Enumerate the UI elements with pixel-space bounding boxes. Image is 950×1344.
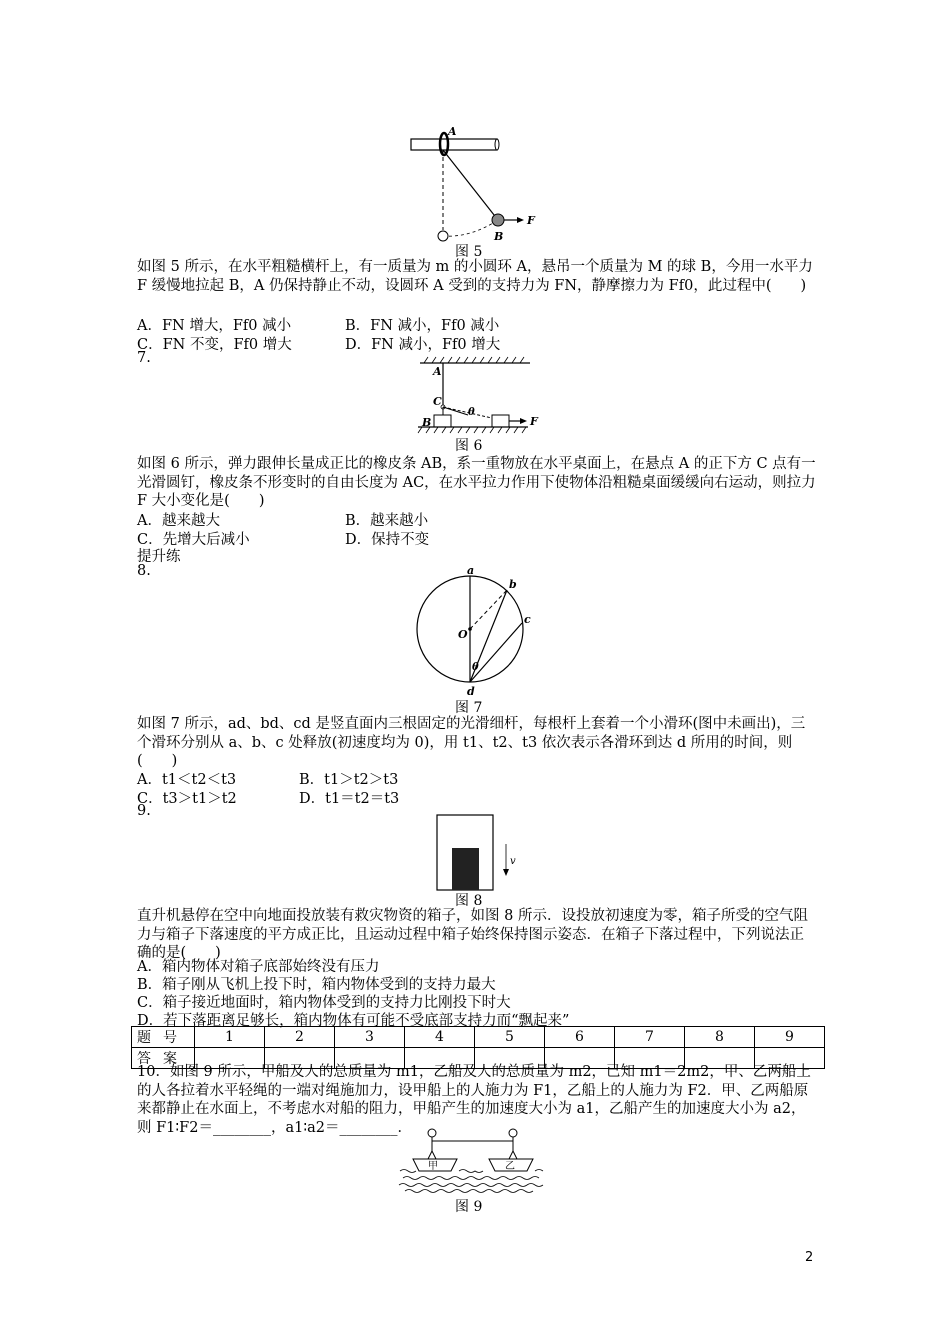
table-number-2: 2: [265, 1027, 335, 1048]
table-number-3: 3: [335, 1027, 405, 1048]
figure-7-caption: 图 7: [455, 700, 483, 716]
q7-option-b[interactable]: B．越来越小: [345, 513, 429, 529]
fig6-label-a: A: [433, 365, 442, 378]
fig8-label-v: v: [510, 856, 516, 867]
question-7-stem: 如图 6 所示，弹力跟伸长量成正比的橡皮条 AB，系一重物放在水平桌面上，在悬点 A 的正下方 C 点有一光滑圆钉，橡皮条不形变时的自由长度为 AC，在水平拉力作用下使物体沿粗糙桌面缓缓向右运动，则拉力 F 大小变化是( ): [137, 456, 816, 509]
table-number-1: 1: [195, 1027, 265, 1048]
figure-8-caption: 图 8: [455, 893, 483, 909]
fig7-label-b: b: [509, 578, 517, 591]
figure-7-diagram: [405, 565, 545, 695]
figure-8-diagram: [430, 812, 525, 892]
fig5-label-a: A: [448, 125, 457, 138]
question-7-number: 7.: [137, 350, 151, 366]
table-number-9: 9: [755, 1027, 825, 1048]
question-6-stem: 如图 5 所示，在水平粗糙横杆上，有一质量为 m 的小圆环 A，悬吊一个质量为 M 的球 B，今用一水平力 F 缓慢地拉起 B，A 仍保持静止不动，设圆环 A 受到的支持力为 FN，静摩擦力为 Ff0，此过程中( ): [137, 259, 813, 294]
fig9-boat1-label: 甲: [428, 1161, 438, 1172]
q9-option-b[interactable]: B．箱子刚从飞机上投下时，箱内物体受到的支持力最大: [137, 977, 496, 993]
table-head-answer: 答案: [132, 1048, 195, 1069]
fig7-label-c: c: [524, 613, 531, 626]
question-9-number: 9.: [137, 803, 151, 819]
table-number-7: 7: [615, 1027, 685, 1048]
figure-5-caption: 图 5: [455, 244, 483, 260]
q9-option-a[interactable]: A．箱内物体对箱子底部始终没有压力: [137, 959, 380, 975]
figure-9-caption: 图 9: [455, 1199, 483, 1215]
question-8-number: 8.: [137, 563, 151, 579]
fig6-label-f: F: [530, 415, 538, 428]
q8-option-b[interactable]: B．t1＞t2＞t3: [299, 772, 399, 788]
fig5-label-f: F: [527, 214, 535, 227]
answer-table-number-row: [132, 1027, 825, 1048]
fig7-label-o: O: [458, 628, 468, 641]
question-8-stem: 如图 7 所示，ad、bd、cd 是竖直面内三根固定的光滑细杆，每根杆上套着一个小滑环(图中未画出)，三个滑环分别从 a、b、c 处释放(初速度均为 0)，用 t1、t2、t3 依次表示各滑环到达 d 所用的时间，则( ): [137, 716, 806, 769]
figure-6-diagram: [410, 355, 550, 435]
q6-option-d[interactable]: D．FN 减小，Ff0 增大: [345, 337, 501, 353]
figure-6-caption: 图 6: [455, 438, 483, 454]
section-heading: 提升练: [137, 549, 181, 565]
q6-option-a[interactable]: A．FN 增大，Ff0 减小: [137, 318, 292, 334]
question-10-stem: 10．如图 9 所示，甲船及人的总质量为 m1，乙船及人的总质量为 m2，已知 m1＝2m2，甲、乙两船上的人各拉着水平轻绳的一端对绳施加力，设甲船上的人施力为 F1，乙船上的人施力为 F2．甲、乙两船原来都静止在水面上，不考虑水对船的阻力，甲船产生的加速度大小为 a1，乙船产生的加速度大小为 a2，则 F1∶F2＝________，a1∶a2＝________．: [137, 1064, 811, 1136]
fig9-boat2-label: 乙: [505, 1161, 515, 1172]
q6-option-c[interactable]: C．FN 不变，Ff0 增大: [137, 337, 292, 353]
page-number: 2: [805, 1250, 814, 1265]
fig6-label-b: B: [422, 416, 432, 429]
fig7-label-theta: θ: [472, 662, 479, 673]
q6-option-b[interactable]: B．FN 减小，Ff0 减小: [345, 318, 500, 334]
q7-option-c[interactable]: C．先增大后减小: [137, 532, 250, 548]
figure-5-diagram: [400, 120, 550, 245]
q8-option-d[interactable]: D．t1＝t2＝t3: [299, 791, 400, 807]
fig6-label-c: C: [433, 395, 442, 408]
table-head-number: 题号: [132, 1027, 195, 1048]
fig7-label-a: a: [467, 565, 475, 577]
table-number-4: 4: [405, 1027, 475, 1048]
fig7-label-d: d: [467, 685, 475, 695]
q8-option-a[interactable]: A．t1＜t2＜t3: [137, 772, 237, 788]
q9-option-c[interactable]: C．箱子接近地面时，箱内物体受到的支持力比刚投下时大: [137, 995, 511, 1011]
fig5-label-b: B: [494, 230, 504, 243]
fig6-label-theta: θ: [468, 407, 475, 418]
q9-option-d[interactable]: D．若下落距离足够长，箱内物体有可能不受底部支持力而“飘起来”: [137, 1013, 570, 1029]
table-number-6: 6: [545, 1027, 615, 1048]
table-number-5: 5: [475, 1027, 545, 1048]
figure-9-diagram: [395, 1125, 555, 1195]
question-9-stem: 直升机悬停在空中向地面投放装有救灾物资的箱子，如图 8 所示．设投放初速度为零，箱子所受的空气阻力与箱子下落速度的平方成正比，且运动过程中箱子始终保持图示姿态．在箱子下落过程中，下列说法正确的是( ): [137, 908, 808, 961]
table-number-8: 8: [685, 1027, 755, 1048]
q7-option-a[interactable]: A．越来越大: [137, 513, 220, 529]
q8-option-c[interactable]: C．t3＞t1＞t2: [137, 791, 237, 807]
q7-option-d[interactable]: D．保持不变: [345, 532, 430, 548]
